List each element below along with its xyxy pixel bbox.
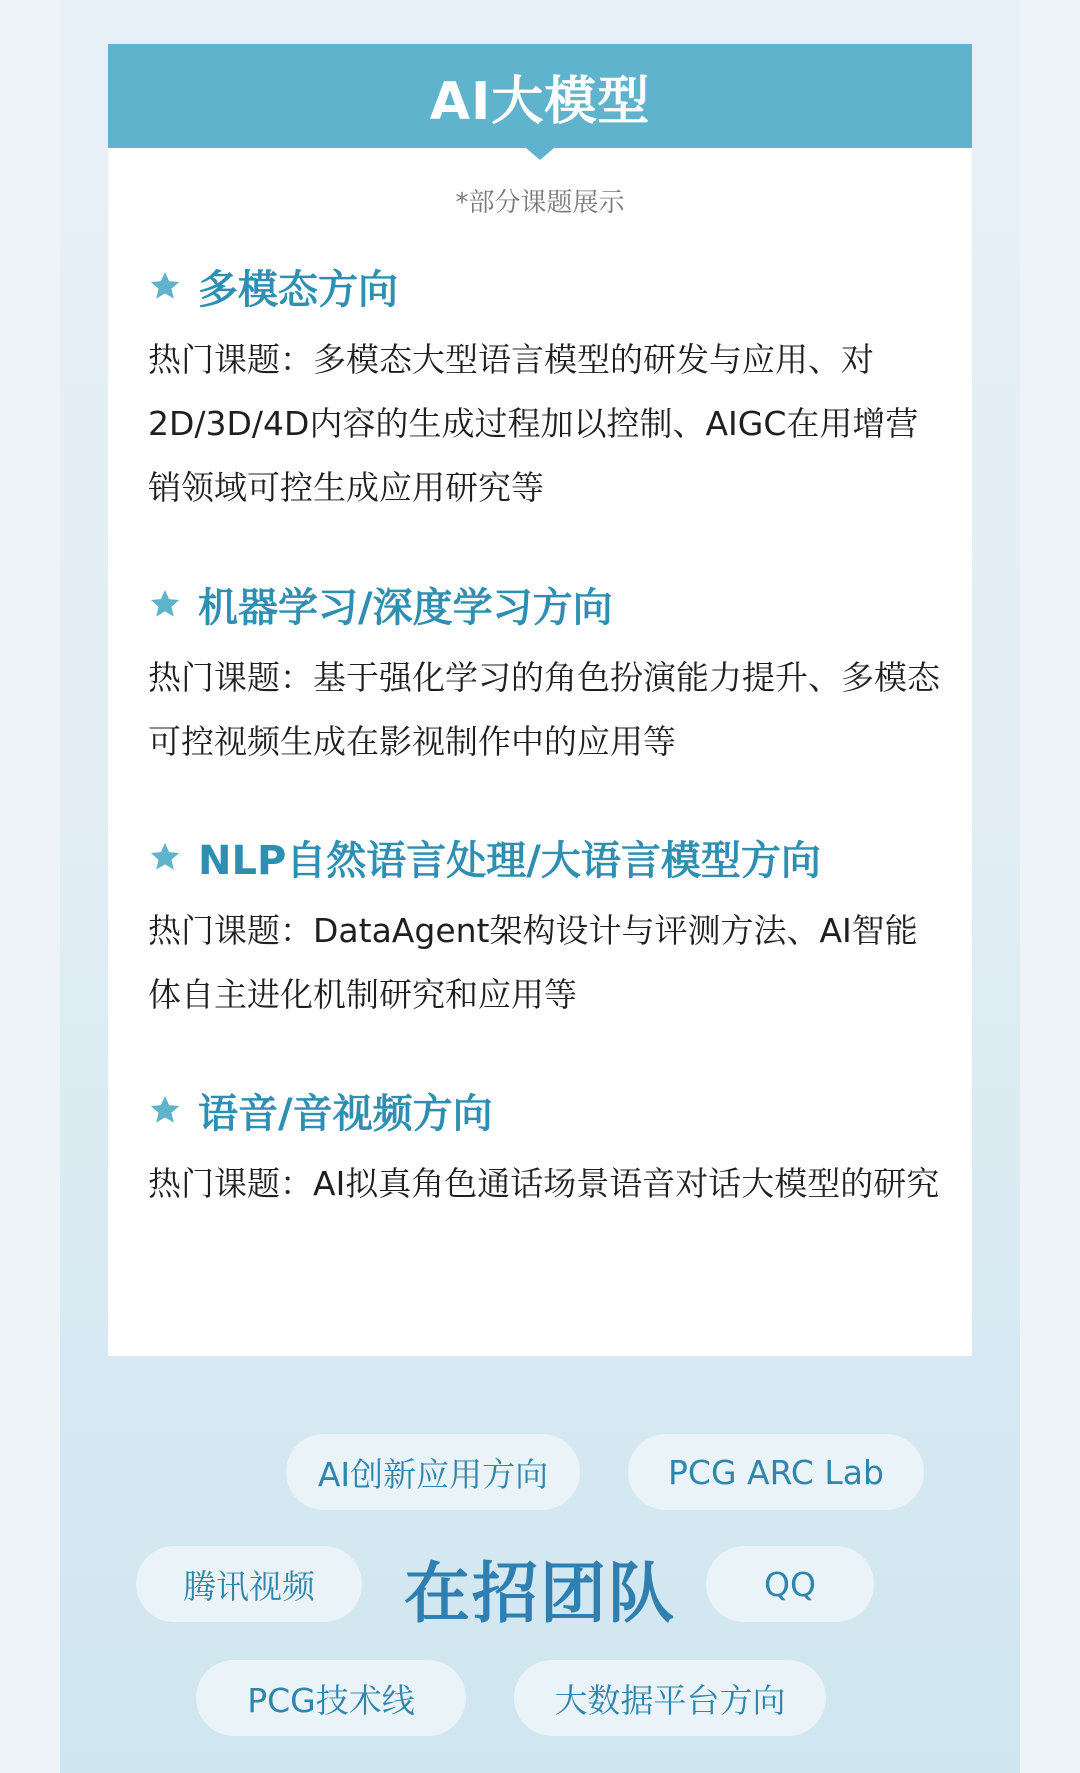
section-body: 热门课题：多模态大型语言模型的研发与应用、对2D/3D/4D内容的生成过程加以控制、AIGC在用增营销领域可控生成应用研究等 xyxy=(148,340,919,507)
section-body: 热门课题：AI拟真角色通话场景语音对话大模型的研究 xyxy=(148,1164,940,1203)
section-machine-learning xyxy=(148,576,948,774)
section-title: 多模态方向 xyxy=(198,266,398,313)
team-tag-ai-innovation[interactable]: AI创新应用方向 xyxy=(286,1434,580,1510)
section-title: 语音/音视频方向 xyxy=(198,1090,493,1137)
page-subtitle: *部分课题展示 xyxy=(455,188,625,218)
section-speech xyxy=(148,1082,948,1216)
team-tag-qq[interactable]: QQ xyxy=(706,1546,874,1622)
section-header xyxy=(148,576,948,632)
page-title: AI大模型 xyxy=(429,71,651,132)
star-icon xyxy=(148,840,182,874)
section-title: NLP自然语言处理/大语言模型方向 xyxy=(198,837,821,884)
topics-card xyxy=(108,44,972,1356)
team-heading: 在招团队 xyxy=(404,1555,676,1632)
star-icon xyxy=(148,1093,182,1127)
section-body: 热门课题：基于强化学习的角色扮演能力提升、多模态可控视频生成在影视制作中的应用等 xyxy=(148,658,940,761)
star-icon xyxy=(148,269,182,303)
section-multimodal xyxy=(148,258,948,520)
section-nlp xyxy=(148,829,948,1027)
section-header xyxy=(148,829,948,885)
section-header xyxy=(148,1082,948,1138)
section-header xyxy=(148,258,948,314)
team-tag-big-data-platform[interactable]: 大数据平台方向 xyxy=(514,1660,826,1736)
team-tag-pcg-arc-lab[interactable]: PCG ARC Lab xyxy=(628,1434,924,1510)
section-body: 热门课题：DataAgent架构设计与评测方法、AI智能体自主进化机制研究和应用等 xyxy=(148,911,918,1014)
section-title: 机器学习/深度学习方向 xyxy=(198,584,613,631)
star-icon xyxy=(148,587,182,621)
team-tag-tencent-video[interactable]: 腾讯视频 xyxy=(136,1546,362,1622)
team-tag-pcg-tech-line[interactable]: PCG技术线 xyxy=(196,1660,466,1736)
header-banner xyxy=(108,44,972,148)
